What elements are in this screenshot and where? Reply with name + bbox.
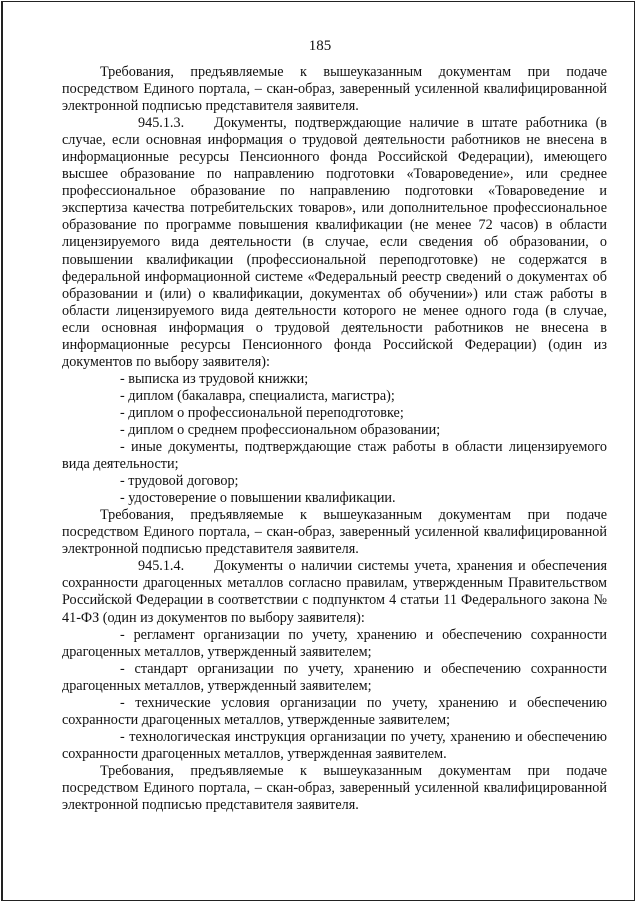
section-number: 945.1.4.	[138, 558, 185, 575]
list-item: - стандарт организации по учету, хранению и обеспечению сохранности драгоценных металлов, утвержденный заявителем;	[62, 660, 607, 694]
list-item: - выписка из трудовой книжки;	[120, 370, 309, 387]
section-text: Документы, подтверждающие наличие в штате работника (в случае, если основная информация о трудовой деятельности работников не внесена в информационные ресурсы Пенсионного фонда Российской Федерации), имеющего высшее образование по направлению подготовки «Товароведение», или среднее профессиональное образование по направлению подготовки «Товароведение и экспертиза качества потребительских товаров», или дополнительное профессиональное образование по программе повышения квалификации (не менее 72 часов) в области лицензируемого вида деятельности (в случае, если сведения об образовании, о повышении квалификации (профессиональной переподготовке) не содержатся в федеральной информационной системе «Федеральный реестр сведений о документах об образовании и (или) о квалификации, документах об обучении») или стаж работы в области лицензируемого вида деятельности которого не менее одного года (в случае, если основная информация о трудовой деятельности работников не внесена в информационные ресурсы Пенсионного фонда Российской Федерации) (один из документов по выбору заявителя):	[62, 115, 607, 370]
requirements-paragraph	[62, 507, 607, 558]
document-list-2	[62, 627, 607, 763]
paragraph-text: Требования, предъявляемые к вышеуказанным документам при подаче посредством Единого портала, – скан-образ, заверенный усиленной квалифицированной электронной подписью представителя заявителя.	[62, 507, 607, 558]
section-945-1-3	[62, 115, 607, 371]
list-item: - удостоверение о повышении квалификации.	[120, 490, 396, 507]
list-item: - трудовой договор;	[120, 473, 239, 490]
list-item: - технические условия организации по учету, хранению и обеспечению сохранности драгоценных металлов, утвержденные заявителем;	[62, 694, 607, 728]
list-item: - диплом о профессиональной переподготовке;	[120, 404, 404, 421]
paragraph-text: Требования, предъявляемые к вышеуказанным документам при подаче посредством Единого портала, – скан-образ, заверенный усиленной квалифицированной электронной подписью представителя заявителя.	[62, 64, 607, 115]
section-text: Документы о наличии системы учета, хранения и обеспечения сохранности драгоценных металлов согласно правилам, утвержденным Правительством Российской Федерации в соответствии с подпунктом 4 статьи 11 Федерального закона № 41-ФЗ (один из документов по выбору заявителя):	[62, 558, 607, 626]
section-945-1-4	[62, 558, 607, 626]
list-item: - технологическая инструкция организации по учету, хранению и обеспечению сохранности драгоценных металлов, утвержденная заявителем.	[62, 728, 607, 762]
list-item: - диплом (бакалавра, специалиста, магистра);	[120, 387, 395, 404]
requirements-paragraph	[62, 64, 607, 115]
document-body	[62, 64, 607, 814]
requirements-paragraph	[62, 763, 607, 814]
section-number: 945.1.3.	[138, 115, 185, 132]
page-number: 185	[308, 38, 332, 54]
list-item: - иные документы, подтверждающие стаж работы в области лицензируемого вида деятельности;	[62, 439, 607, 473]
document-list-1	[62, 371, 607, 507]
list-item: - диплом о среднем профессиональном образовании;	[120, 421, 441, 438]
list-item: - регламент организации по учету, хранению и обеспечению сохранности драгоценных металлов, утвержденный заявителем;	[62, 626, 607, 660]
paragraph-text: Требования, предъявляемые к вышеуказанным документам при подаче посредством Единого портала, – скан-образ, заверенный усиленной квалифицированной электронной подписью представителя заявителя.	[62, 762, 607, 814]
